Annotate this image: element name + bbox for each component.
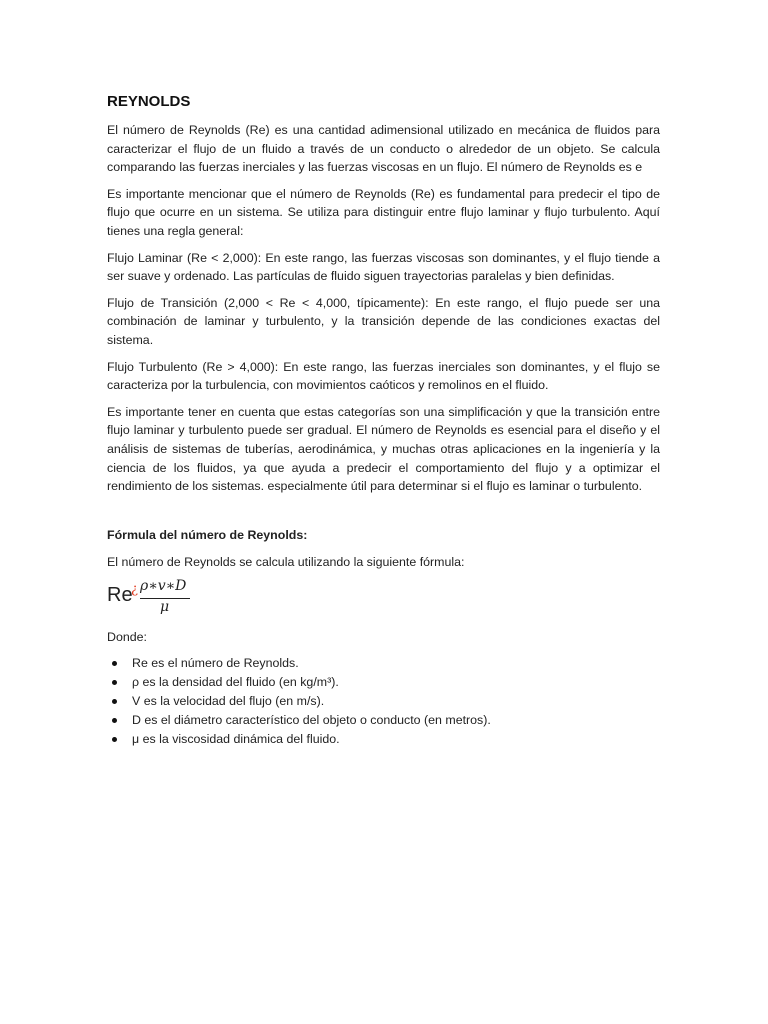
bullet-icon [112, 661, 117, 666]
paragraph-turbulent: Flujo Turbulento (Re > 4,000): En este rango, las fuerzas inerciales son dominantes, y el flujo se caracteriza por la turbulencia, con movimientos caóticos y remolinos en el fluido. [107, 359, 660, 393]
definition-text: μ es la viscosidad dinámica del fluido. [132, 732, 340, 747]
formula-heading: Fórmula del número de Reynolds: [107, 527, 308, 542]
list-item [107, 692, 660, 711]
paragraph-importance: Es importante mencionar que el número de Reynolds (Re) es fundamental para predecir el tipo de flujo que ocurre en un sistema. Se utiliza para distinguir entre flujo laminar y flujo turbulento. Aquí tienes una regla general: [107, 186, 660, 238]
paragraph-transition: Flujo de Transición (2,000 < Re < 4,000, típicamente): En este rango, el flujo puede ser una combinación de laminar y turbulento, y la transición depende de las condiciones exactas del sistema. [107, 295, 660, 347]
bullet-icon [112, 699, 117, 704]
list-item [107, 711, 660, 730]
formula-broken-glyph: ¿ [131, 581, 138, 597]
bullet-icon [112, 737, 117, 742]
donde-label: Donde: [107, 629, 147, 644]
document-page [107, 92, 660, 749]
definition-text: ρ es la densidad del fluido (en kg/m³). [132, 675, 339, 690]
bullet-icon [112, 718, 117, 723]
bullet-icon [112, 680, 117, 685]
paragraph-definition: El número de Reynolds (Re) es una cantidad adimensional utilizado en mecánica de fluidos para caracterizar el flujo de un fluido a través de un conducto o alrededor de un objeto. Se calcula comparando las fuerzas inerciales y las fuerzas viscosas en un flujo. El número de Reynolds es e [107, 123, 660, 175]
definition-text: D es el diámetro característico del objeto o conducto (en metros). [132, 713, 491, 728]
list-item [107, 673, 660, 692]
reynolds-formula [107, 578, 660, 618]
list-item [107, 654, 660, 673]
formula-lhs: Re [107, 583, 133, 606]
document-title: REYNOLDS [107, 93, 191, 110]
paragraph-laminar: Flujo Laminar (Re < 2,000): En este rango, las fuerzas viscosas son dominantes, y el flujo tiende a ser suave y ordenado. Las partículas de fluido siguen trayectorias paralelas y bien definidas. [107, 250, 660, 284]
list-item [107, 730, 660, 749]
formula-denominator: μ [160, 598, 170, 615]
definition-text: Re es el número de Reynolds. [132, 656, 299, 671]
paragraph-note: Es importante tener en cuenta que estas categorías son una simplificación y que la transición entre flujo laminar y turbulento puede ser gradual. El número de Reynolds es esencial para el diseño y el análisis de sistemas de tuberías, aerodinámica, y muchas otras aplicaciones en la ingeniería y la ciencia de los fluidos, ya que ayuda a predecir el comportamiento del flujo y a optimizar el rendimiento de los sistemas. especialmente útil para determinar si el flujo es laminar o turbulento. [107, 404, 660, 494]
definition-text: V es la velocidad del flujo (en m/s). [132, 694, 325, 709]
formula-intro: El número de Reynolds se calcula utilizando la siguiente fórmula: [107, 555, 465, 570]
formula-numerator: ρ∗v∗D [140, 577, 187, 594]
definitions-list [107, 654, 660, 749]
